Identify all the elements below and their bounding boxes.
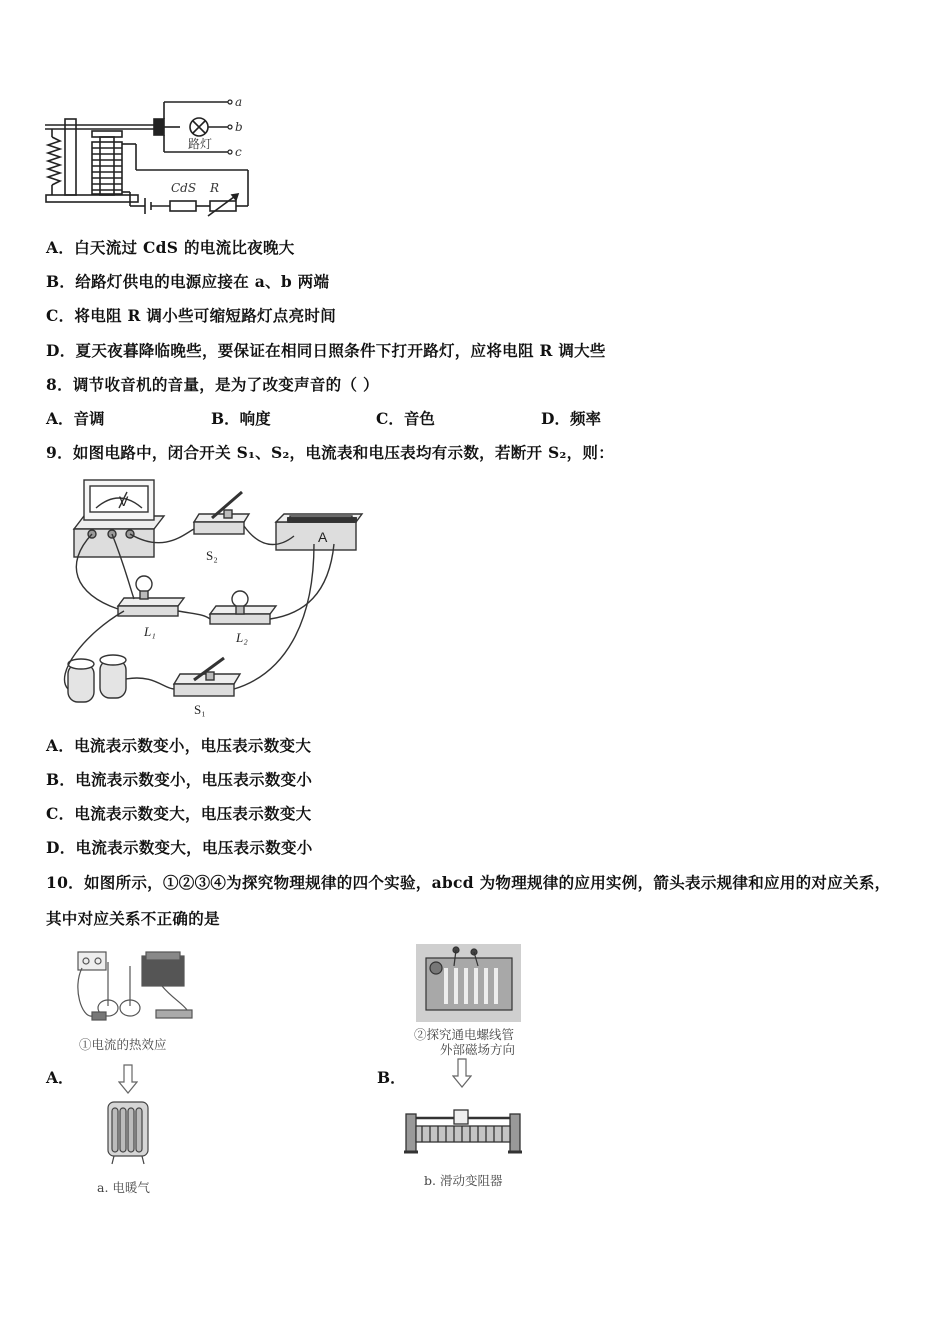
terminal-a-label: a	[235, 95, 243, 109]
q10-stem-line2: 其中对应关系不正确的是	[46, 909, 220, 928]
electric-heater-icon	[104, 1096, 152, 1166]
q9-option-d[interactable]: D．电流表示数变大，电压表示数变小	[46, 838, 313, 857]
q9-stem: 9．如图电路中，闭合开关 S₁、S₂，电流表和电压表均有示数，若断开 S₂，则：	[46, 443, 615, 462]
q8-stem: 8．调节收音机的音量，是为了改变声音的（ ）	[46, 375, 379, 394]
experiment-2-caption-line1: ②探究通电螺线管	[414, 1027, 515, 1042]
switch-s1-label: S₁	[194, 702, 206, 717]
q7-option-a[interactable]: A．白天流过 CdS 的电流比夜晚大	[46, 238, 295, 257]
experiment-2-figure	[416, 944, 521, 1022]
q9-option-b[interactable]: B．电流表示数变小，电压表示数变小	[46, 770, 313, 789]
q9-circuit-figure	[44, 474, 369, 719]
q10-stem-line1: 10．如图所示，①②③④为探究物理规律的四个实验，abcd 为物理规律的应用实例，箭头表示规律和应用的对应关系，	[46, 873, 891, 892]
q10-option-b[interactable]: B．	[377, 1068, 406, 1087]
lamp-label: 路灯	[188, 137, 213, 151]
q8-option-b[interactable]: B．响度	[211, 409, 271, 428]
down-arrow-icon	[118, 1064, 138, 1094]
q8-option-a[interactable]: A．音调	[46, 409, 105, 428]
q7-option-c[interactable]: C．将电阻 R 调小些可缩短路灯点亮时间	[46, 306, 337, 325]
resistor-r-label: R	[210, 181, 220, 195]
relay-circuit-figure	[40, 92, 255, 217]
down-arrow-icon	[452, 1058, 472, 1088]
q8-options	[46, 407, 746, 427]
application-b-caption: b. 滑动变阻器	[424, 1173, 503, 1188]
q7-option-d[interactable]: D．夏天夜暮降临晚些，要保证在相同日照条件下打开路灯，应将电阻 R 调大些	[46, 341, 606, 360]
experiment-2-caption-line2: 外部磁场方向	[440, 1042, 516, 1057]
voltmeter-label: V	[119, 493, 129, 509]
q10-option-a[interactable]: A．	[46, 1068, 74, 1087]
application-a-caption: a. 电暖气	[97, 1180, 150, 1195]
bulb-l1-label: L₁	[144, 624, 156, 639]
q8-option-c[interactable]: C．音色	[376, 409, 435, 428]
q8-option-d[interactable]: D．频率	[541, 409, 601, 428]
switch-s2-label: S₂	[206, 548, 218, 563]
ammeter-label: A	[318, 529, 328, 545]
terminal-b-label: b	[235, 120, 243, 134]
q7-option-b[interactable]: B．给路灯供电的电源应接在 a、b 两端	[46, 272, 330, 291]
terminal-c-label: c	[235, 145, 242, 159]
q9-option-c[interactable]: C．电流表示数变大，电压表示数变大	[46, 804, 312, 823]
sliding-rheostat-icon	[402, 1106, 524, 1156]
bulb-l2-label: L₂	[236, 630, 248, 645]
experiment-1-figure	[72, 948, 197, 1034]
q9-option-a[interactable]: A．电流表示数变小，电压表示数变大	[46, 736, 312, 755]
cds-label: CdS	[171, 181, 197, 195]
experiment-1-caption: ①电流的热效应	[79, 1037, 167, 1052]
